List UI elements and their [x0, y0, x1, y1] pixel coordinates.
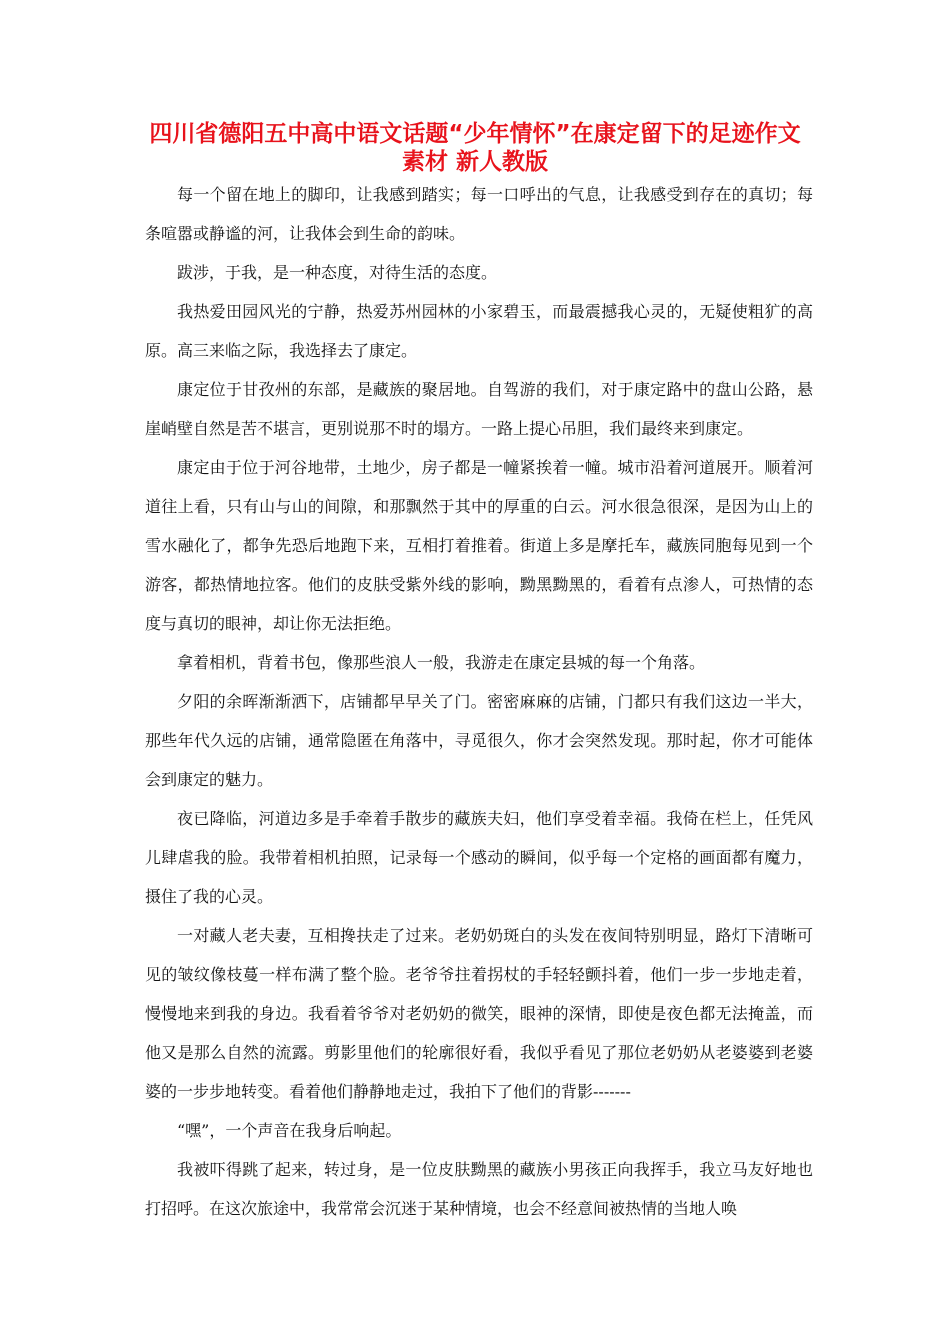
paragraph: 我被吓得跳了起来，转过身，是一位皮肤黝黑的藏族小男孩正向我挥手，我立马友好地也打招呼。在这次旅途中，我常常会沉迷于某种情境，也会不经意间被热情的当地人唤 [145, 1160, 813, 1218]
title-line-1: 四川省德阳五中高中语文话题“少年情怀”在康定留下的足迹作文 [149, 121, 801, 147]
paragraph: 一对藏人老夫妻，互相搀扶走了过来。老奶奶斑白的头发在夜间特别明显，路灯下清晰可见的皱纹像枝蔓一样布满了整个脸。老爷爷拄着拐杖的手轻轻颤抖着，他们一步一步地走着，慢慢地来到我的身边。我看着爷爷对老奶奶的微笑，眼神的深情，即使是夜色都无法掩盖，而他又是那么自然的流露。剪影里他们的轮廓很好看，我似乎看见了那位老奶奶从老婆婆到老婆婆的一步步地转变。看着他们静静地走过，我拍下了他们的背影------- [145, 926, 813, 1101]
title-line-2: 素材 新人教版 [401, 149, 548, 175]
document-title [130, 120, 820, 176]
paragraph: 夕阳的余晖渐渐洒下，店铺都早早关了门。密密麻麻的店铺，门都只有我们这边一半大，那些年代久远的店铺，通常隐匿在角落中，寻觅很久，你才会突然发现。那时起，你才可能体会到康定的魅力。 [145, 692, 813, 789]
paragraph: 每一个留在地上的脚印，让我感到踏实；每一口呼出的气息，让我感受到存在的真切；每条喧嚣或静谧的河，让我体会到生命的韵味。 [145, 185, 813, 243]
paragraph: 我热爱田园风光的宁静，热爱苏州园林的小家碧玉，而最震撼我心灵的，无疑使粗犷的高原。高三来临之际，我选择去了康定。 [145, 302, 813, 360]
paragraph: “嘿”，一个声音在我身后响起。 [177, 1121, 402, 1140]
paragraph: 康定由于位于河谷地带，土地少，房子都是一幢紧挨着一幢。城市沿着河道展开。顺着河道往上看，只有山与山的间隙，和那飘然于其中的厚重的白云。河水很急很深，是因为山上的雪水融化了，都争先恐后地跑下来，互相打着推着。街道上多是摩托车，藏族同胞每见到一个游客，都热情地拉客。他们的皮肤受紫外线的影响，黝黑黝黑的，看着有点渗人，可热情的态度与真切的眼神，却让你无法拒绝。 [145, 458, 813, 633]
document-body [145, 175, 813, 1228]
paragraph: 跋涉，于我，是一种态度，对待生活的态度。 [177, 263, 498, 282]
paragraph: 拿着相机，背着书包，像那些浪人一般，我游走在康定县城的每一个角落。 [177, 653, 706, 672]
paragraph: 康定位于甘孜州的东部，是藏族的聚居地。自驾游的我们，对于康定路中的盘山公路，悬崖峭壁自然是苦不堪言，更别说那不时的塌方。一路上提心吊胆，我们最终来到康定。 [145, 380, 813, 438]
paragraph: 夜已降临，河道边多是手牵着手散步的藏族夫妇，他们享受着幸福。我倚在栏上，任凭风儿肆虐我的脸。我带着相机拍照，记录每一个感动的瞬间，似乎每一个定格的画面都有魔力，摄住了我的心灵。 [145, 809, 813, 906]
